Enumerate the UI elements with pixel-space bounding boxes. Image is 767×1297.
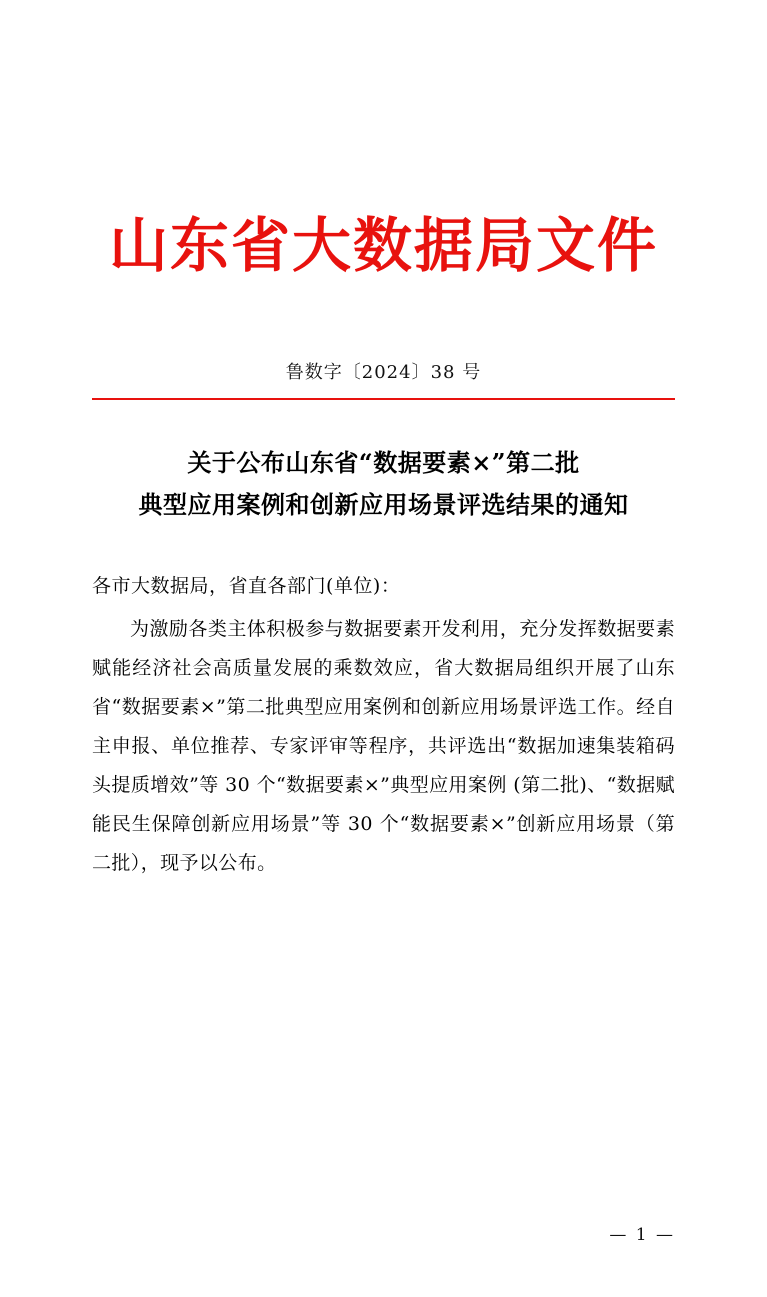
page-title-line-2: 典型应用案例和创新应用场景评选结果的通知 — [138, 490, 629, 520]
document-number: 鲁数字〔2024〕38 号 — [285, 361, 482, 383]
document-page — [0, 212, 767, 1297]
salutation: 各市大数据局，省直各部门(单位)： — [92, 575, 401, 598]
issuing-authority-title: 山东省大数据局文件 — [108, 211, 658, 280]
document-header — [92, 212, 675, 280]
page-title-line-1: 关于公布山东省“数据要素×”第二批 — [187, 448, 580, 478]
page-number: — 1 — — [609, 1225, 675, 1245]
page-title — [92, 442, 675, 526]
red-divider-rule — [92, 398, 675, 401]
body-paragraph-1: 为激励各类主体积极参与数据要素开发利用，充分发挥数据要素赋能经济社会高质量发展的乘数效应，省大数据局组织开展了山东省“数据要素×”第二批典型应用案例和创新应用场景评选工作。经自主申报、单位推荐、专家评审等程序，共评选出“数据加速集装箱码头提质增效”等 30 个“数据要素×”典型应用案例 (第二批)、“数据赋能民生保障创新应用场景”等 30 个“数据要素×”创新应用场景（第二批），现予以公布。 — [92, 618, 675, 875]
